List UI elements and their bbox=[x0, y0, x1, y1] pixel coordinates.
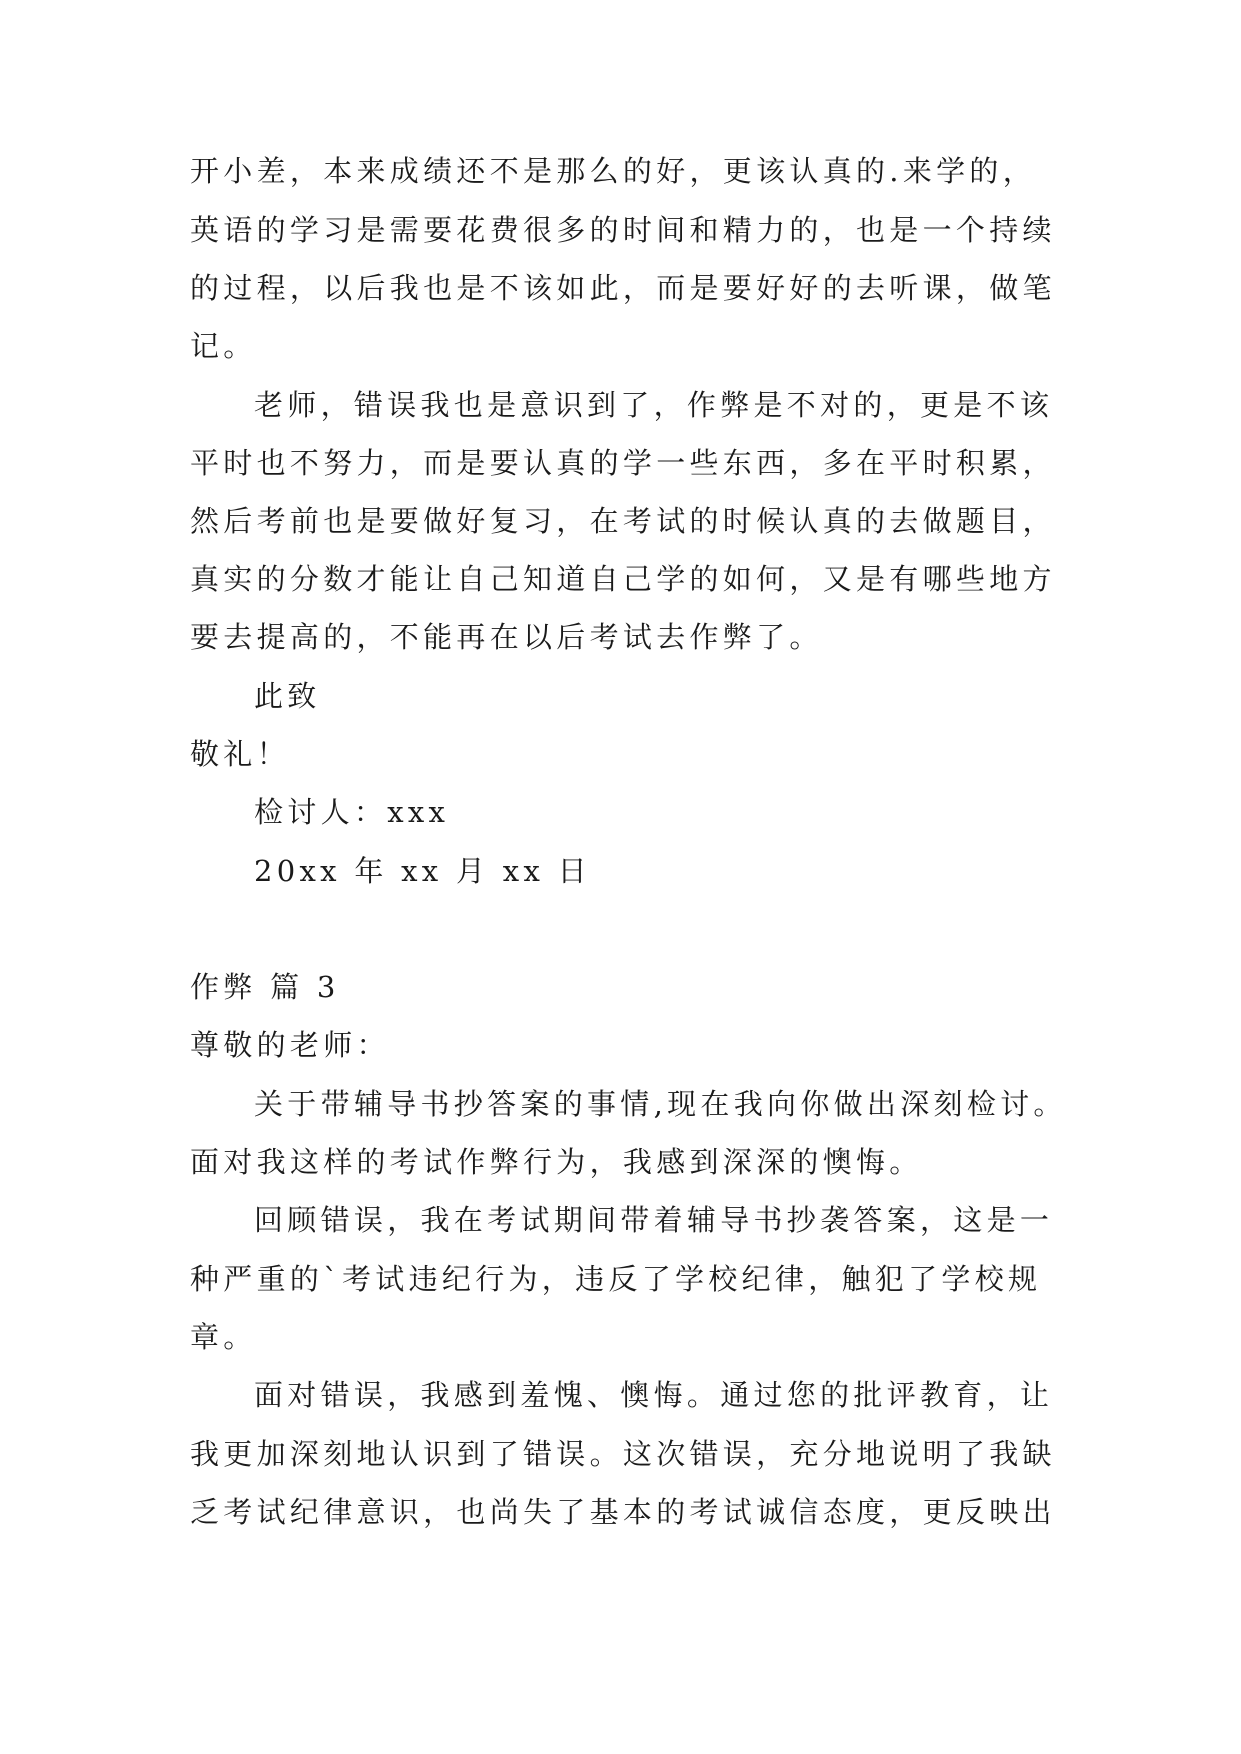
text-line: 面对错误，我感到羞愧、懊悔。通过您的批评教育，让 bbox=[254, 1378, 1054, 1412]
text-line: 要去提高的，不能再在以后考试去作弊了。 bbox=[190, 620, 823, 654]
date-line: 20xx 年 xx 月 xx 日 bbox=[254, 854, 591, 888]
text-line: 开小差，本来成绩还不是那么的好，更该认真的.来学的， bbox=[190, 154, 1037, 188]
text-line: 乏考试纪律意识，也尚失了基本的考试诚信态度，更反映出 bbox=[190, 1495, 1056, 1529]
text-line: 平时也不努力，而是要认真的学一些东西，多在平时积累， bbox=[190, 446, 1056, 480]
text-line: 我更加深刻地认识到了错误。这次错误，充分地说明了我缺 bbox=[190, 1437, 1056, 1471]
text-line: 记。 bbox=[190, 329, 257, 363]
closing-respect: 敬礼！ bbox=[190, 737, 290, 771]
text-line: 的过程，以后我也是不该如此，而是要好好的去听课，做笔 bbox=[190, 271, 1056, 305]
text-line: 章。 bbox=[190, 1320, 257, 1354]
signature-line: 检讨人：xxx bbox=[254, 795, 450, 829]
text-line: 英语的学习是需要花费很多的时间和精力的，也是一个持续 bbox=[190, 213, 1056, 247]
text-line: 种严重的`考试违纪行为，违反了学校纪律，触犯了学校规 bbox=[190, 1262, 1042, 1296]
text-line: 老师，错误我也是意识到了，作弊是不对的，更是不该 bbox=[254, 388, 1054, 422]
text-line: 真实的分数才能让自己知道自己学的如何，又是有哪些地方 bbox=[190, 562, 1056, 596]
text-line: 关于带辅导书抄答案的事情,现在我向你做出深刻检讨。 bbox=[254, 1087, 1067, 1121]
text-line: 面对我这样的考试作弊行为，我感到深深的懊悔。 bbox=[190, 1145, 923, 1179]
greeting: 尊敬的老师： bbox=[190, 1028, 390, 1062]
section-heading: 作弊 篇 3 bbox=[190, 970, 340, 1004]
closing-salutation: 此致 bbox=[254, 679, 321, 713]
text-line: 然后考前也是要做好复习，在考试的时候认真的去做题目， bbox=[190, 504, 1056, 538]
text-line: 回顾错误，我在考试期间带着辅导书抄袭答案，这是一 bbox=[254, 1203, 1054, 1237]
